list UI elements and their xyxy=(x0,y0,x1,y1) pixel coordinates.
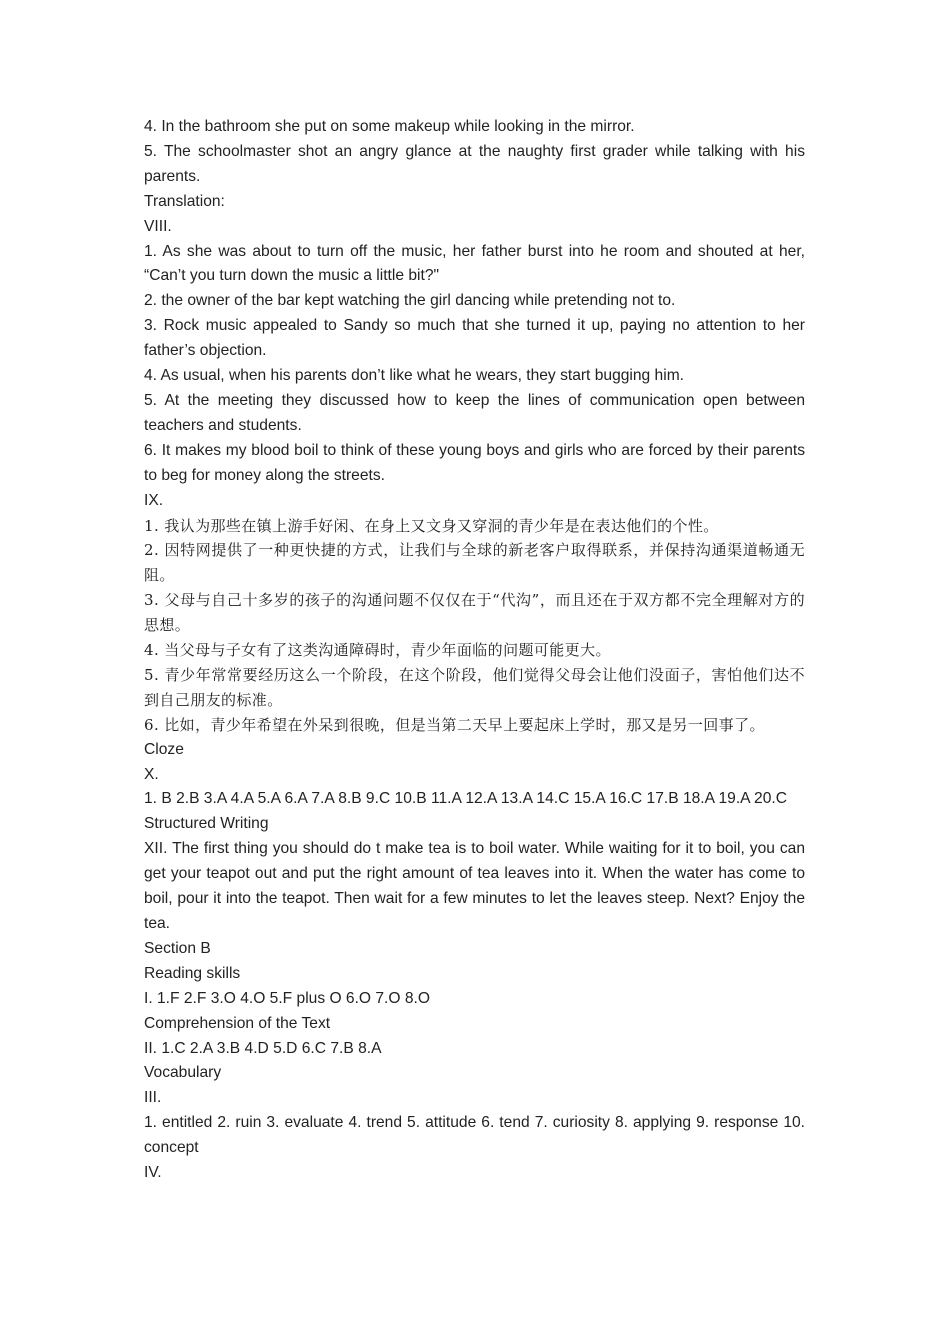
section-heading: Translation: xyxy=(144,192,225,210)
text-line: 5. The schoolmaster shot an angry glance at the naughty first grader while talking with his parents. xyxy=(144,142,805,185)
text-line: 4. As usual, when his parents don’t like what he wears, they start bugging him. xyxy=(144,367,685,385)
section-heading: X. xyxy=(144,765,159,783)
section-heading: III. xyxy=(144,1089,162,1107)
section-heading: VIII. xyxy=(144,217,172,235)
chinese-translation-line: 5. 青少年常常要经历这么一个阶段，在这个阶段，他们觉得父母会让他们没面子，害怕他们达不到自己朋友的标准。 xyxy=(144,665,805,709)
section-heading: IV. xyxy=(144,1164,162,1182)
text-line: 3. Rock music appealed to Sandy so much that she turned it up, paying no attention to her father’s objection. xyxy=(144,317,805,360)
chinese-translation-line: 3. 父母与自己十多岁的孩子的沟通问题不仅仅在于“代沟”，而且还在于双方都不完全理解对方的思想。 xyxy=(144,591,805,635)
text-line: 1. As she was about to turn off the music, her father burst into he room and shouted at her, “Can’t you turn down the music a little bit?" xyxy=(144,242,805,285)
section-heading: Reading skills xyxy=(144,964,241,982)
section-heading: IX. xyxy=(144,491,164,509)
text-line: 2. the owner of the bar kept watching the girl dancing while pretending not to. xyxy=(144,292,676,310)
text-line: XII. The first thing you should do t make tea is to boil water. While waiting for it to boil, you can get your teapot out and put the right amount of tea leaves into it. When the water has come to boil, pour it into the teapot. Then wait for a few minutes to let the leaves steep. Next? Enjoy the tea. xyxy=(144,840,805,932)
chinese-translation-line: 6. 比如，青少年希望在外呆到很晚，但是当第二天早上要起床上学时，那又是另一回事了。 xyxy=(144,715,765,734)
document-page xyxy=(144,115,805,1186)
section-heading: Cloze xyxy=(144,740,184,758)
answer-key-line: II. 1.C 2.A 3.B 4.D 5.D 6.C 7.B 8.A xyxy=(144,1039,382,1057)
text-line: 4. In the bathroom she put on some makeup while looking in the mirror. xyxy=(144,118,635,135)
chinese-translation-line: 2. 因特网提供了一种更快捷的方式，让我们与全球的新老客户取得联系，并保持沟通渠道畅通无阻。 xyxy=(144,541,805,585)
section-heading: Vocabulary xyxy=(144,1064,222,1082)
chinese-translation-line: 4. 当父母与子女有了这类沟通障碍时，青少年面临的问题可能更大。 xyxy=(144,641,611,660)
answer-key-line: I. 1.F 2.F 3.O 4.O 5.F plus O 6.O 7.O 8.O xyxy=(144,989,430,1007)
answer-key-line: 1. B 2.B 3.A 4.A 5.A 6.A 7.A 8.B 9.C 10.B 11.A 12.A 13.A 14.C 15.A 16.C 17.B 18.A 19.A 20.C xyxy=(144,790,787,808)
answer-key-line: 1. entitled 2. ruin 3. evaluate 4. trend 5. attitude 6. tend 7. curiosity 8. applying 9. response 10. concept xyxy=(144,1114,805,1157)
chinese-translation-line: 1. 我认为那些在镇上游手好闲、在身上又文身又穿洞的青少年是在表达他们的个性。 xyxy=(144,516,719,535)
section-heading: Structured Writing xyxy=(144,815,269,833)
section-heading: Section B xyxy=(144,939,211,957)
text-line: 5. At the meeting they discussed how to keep the lines of communication open between teachers and students. xyxy=(144,391,805,434)
section-heading: Comprehension of the Text xyxy=(144,1014,331,1032)
text-line: 6. It makes my blood boil to think of these young boys and girls who are forced by their parents to beg for money along the streets. xyxy=(144,441,805,484)
